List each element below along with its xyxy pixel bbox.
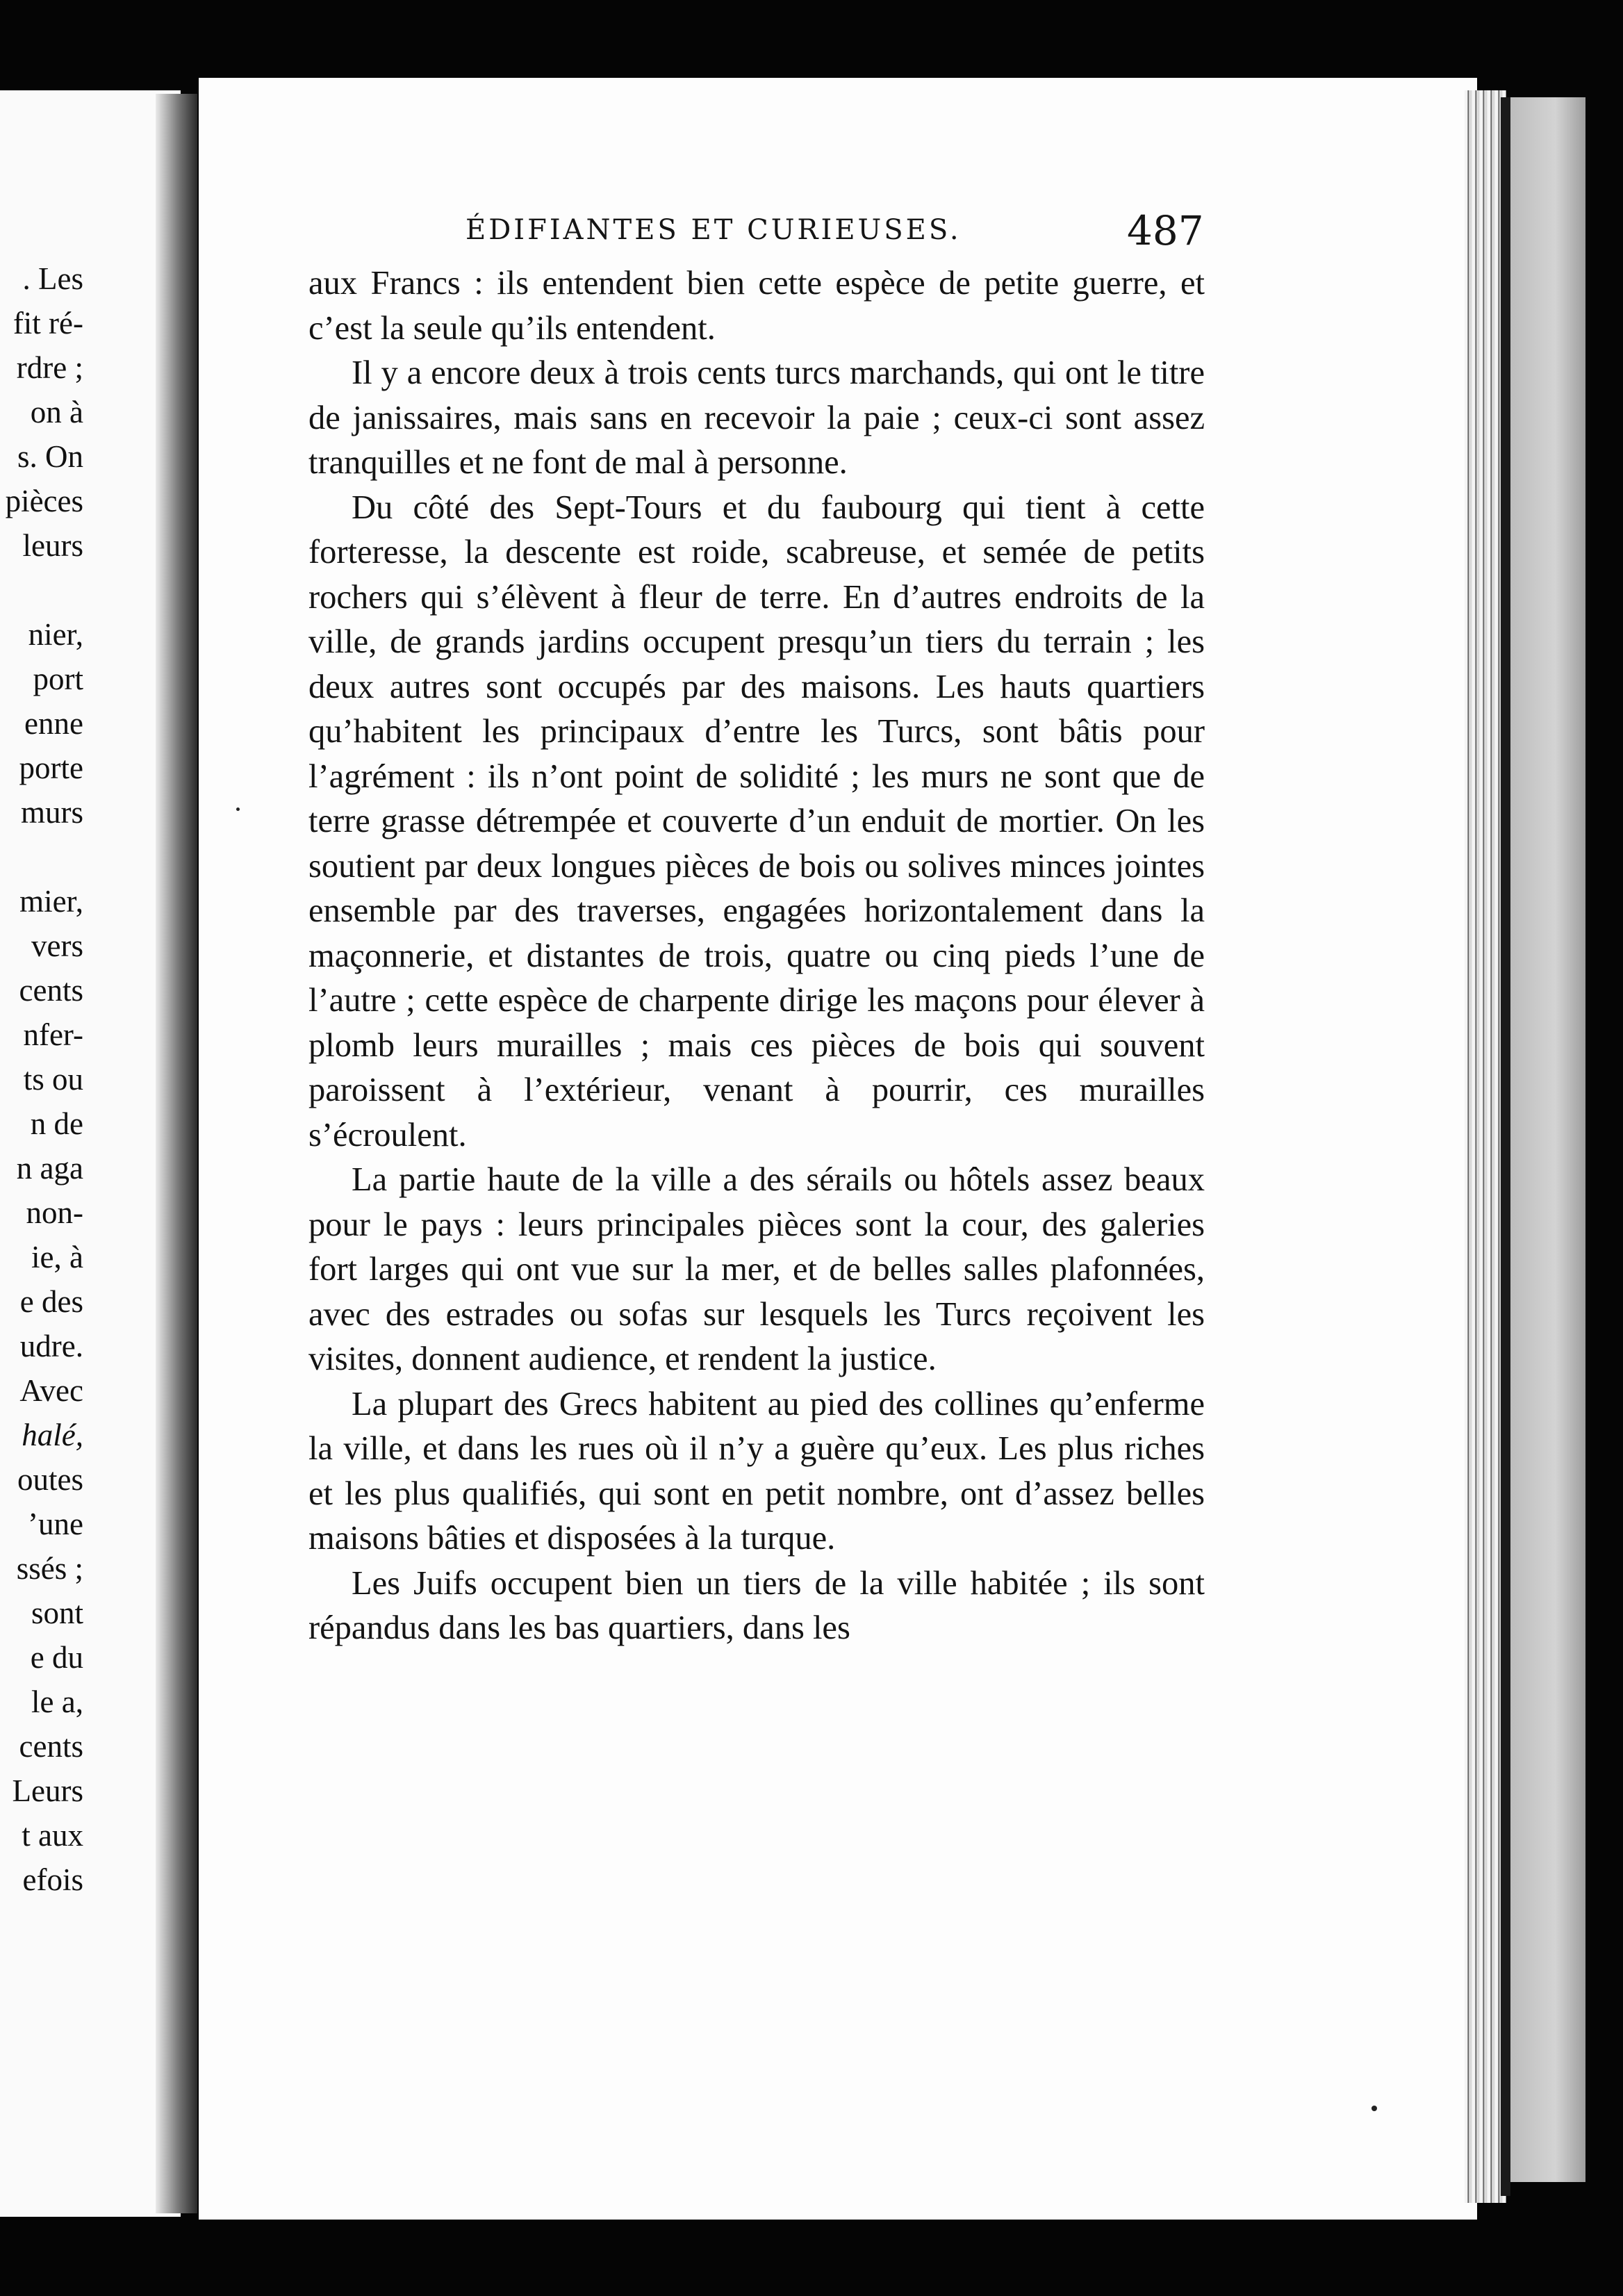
left-page-line: s. On [17,439,83,474]
left-page-line: vers [31,928,83,963]
left-page-line: fit ré- [13,306,83,341]
left-page-line: t aux [22,1818,83,1853]
page-edge-shadow [1501,97,1510,2196]
left-page-line: outes [17,1462,83,1497]
body-text [308,261,1205,1651]
page-edges [1465,90,1506,2203]
left-page-line: n aga [16,1151,83,1186]
left-page-line: sont [31,1596,83,1630]
paragraph: La plupart des Grecs habitent au pied des collines qu’enferme la ville, et dans les rues où il n’y a guère qu’eux. Les plus riches et les plus qualifiés, qui sont en petit nombre, ont d’assez belles maisons bâties et disposées à la turque. [308,1385,1205,1557]
left-page-line: Leurs [12,1773,83,1808]
paragraph: La partie haute de la ville a des sérails ou hôtels assez beaux pour le pays : leurs principales pièces sont la cour, des galeries fort larges qui ont vue sur la mer, et de belles salles plafonnées, avec des estrades ou sofas sur lesquels les Turcs reçoivent les visites, donnent audience, et rendent la justice. [308,1161,1205,1377]
left-page-line: leurs [22,528,83,563]
left-page-line: n de [30,1106,83,1141]
left-page-line: cents [19,973,83,1008]
left-page-line: udre. [19,1329,83,1363]
paragraph: Du côté des Sept-Tours et du faubourg qui tient à cette forteresse, la descente est roide, scabreuse, et semée de petits rochers qui s’élèvent à fleur de terre. En d’autres endroits de la ville, de grands jardins occupent presqu’un tiers du terrain ; les deux autres sont occupés par des maisons. Les hauts quartiers qu’habitent les principaux d’entre les Turcs, sont bâtis pour l’agrément : ils n’ont point de solidité ; les murs ne sont que de terre grasse détrempée et couverte d’un enduit de mortier. On les soutient par deux longues pièces de bois ou solives minces jointes ensemble par des traverses, engagées horizontalement dans la maçonnerie, et distantes de trois, quatre ou cinq pieds l’une de l’autre ; cette espèce de charpente dirige les maçons pour élever à plomb leurs murailles ; mais ces pièces de bois qui souvent paroissent à l’extérieur, venant à pourrir, ces murailles s’écroulent. [308,489,1205,1154]
left-page-line: e des [19,1284,83,1319]
left-page-line: nfer- [23,1017,83,1052]
scan-speck [1371,2106,1377,2111]
left-page-line: ssés ; [16,1551,83,1586]
left-page-line: rdre ; [16,350,83,385]
left-page-line: ts ou [23,1062,83,1097]
paragraph: aux Francs : ils entendent bien cette espèce de petite guerre, et c’est la seule qu’ils entendent. [308,265,1205,347]
left-page-line: ie, à [31,1240,83,1274]
left-page-line: ’une [28,1507,83,1541]
left-page-line: . Les [22,261,83,296]
left-page-text [0,256,90,1966]
left-page-line: murs [21,795,83,830]
left-page-line: mier, [19,884,83,919]
gutter-shadow [156,94,197,2213]
left-page-line: port [33,662,83,696]
left-page-line: on à [30,395,83,429]
left-page-line: le a, [31,1684,83,1719]
left-page-line: Avec [19,1373,83,1408]
book-cover-edge [1510,97,1585,2182]
running-head: ÉDIFIANTES ET CURIEUSES. [466,214,962,246]
left-page-line: efois [22,1862,83,1897]
paragraph: Il y a encore deux à trois cents turcs marchands, qui ont le titre de janissaires, mais sans en recevoir la paie ; ceux-ci sont assez tranquilles et ne font de mal à personne. [308,354,1205,481]
left-page-line: porte [19,751,83,785]
left-page-line: enne [24,706,83,741]
page-number: 487 [1127,207,1204,254]
paragraph: Les Juifs occupent bien un tiers de la ville habitée ; ils sont répandus dans les bas quartiers, dans les [308,1564,1205,1646]
left-page-line: non- [26,1195,83,1230]
left-page-line: e du [30,1640,83,1675]
left-page-line: halé, [22,1418,83,1452]
scan-speck [236,807,240,811]
left-page-line: nier, [28,617,83,652]
left-page-line: pièces [5,484,83,518]
left-page-line: cents [19,1729,83,1764]
